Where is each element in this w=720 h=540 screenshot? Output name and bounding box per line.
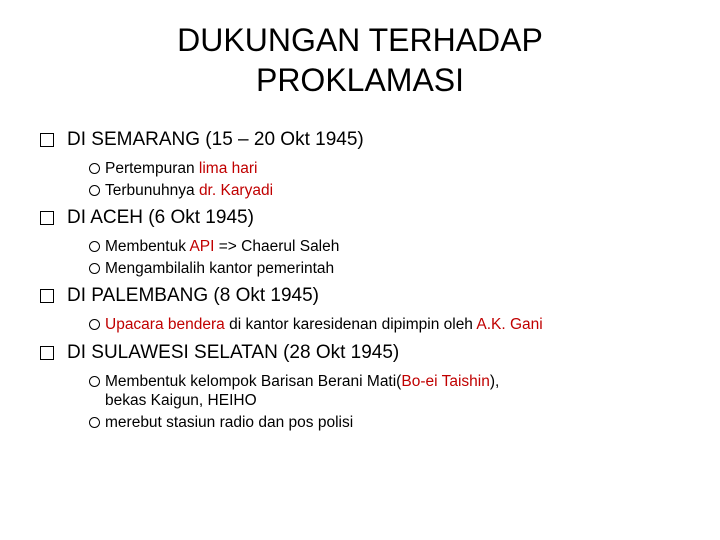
section-heading — [40, 284, 710, 308]
circle-bullet-icon — [89, 376, 100, 387]
item-highlight: dr. Karyadi — [198, 181, 274, 199]
section-heading-text: DI PALEMBANG (8 Okt 1945) — [67, 285, 320, 306]
section-heading — [40, 128, 710, 152]
circle-bullet-icon — [89, 163, 100, 174]
item-text: di kantor karesidenan dipimpin oleh — [224, 316, 477, 333]
list-item — [89, 413, 710, 433]
item-highlight: API — [189, 238, 215, 255]
section-heading-text: DI ACEH (6 Okt 1945) — [67, 207, 254, 228]
item-highlight: lima hari — [198, 160, 258, 177]
slide-title-line-2: PROKLAMASI — [255, 62, 465, 98]
circle-bullet-icon — [89, 185, 100, 196]
slide-content — [40, 128, 710, 438]
item-text: => Chaerul Saleh — [214, 238, 340, 255]
square-bullet-icon — [40, 133, 54, 147]
section-heading — [40, 341, 710, 365]
square-bullet-icon — [40, 289, 54, 303]
item-highlight: Upacara bendera — [105, 316, 225, 333]
item-text: Membentuk — [105, 238, 190, 255]
circle-bullet-icon — [89, 241, 100, 252]
item-highlight: A.K. Gani — [476, 316, 543, 333]
list-item — [89, 181, 710, 201]
list-item — [89, 315, 710, 335]
list-item — [89, 159, 710, 179]
list-item — [89, 259, 710, 279]
item-text-continuation: bekas Kaigun, HEIHO — [105, 392, 257, 409]
item-text: Membentuk kelompok Barisan Berani Mati( — [105, 372, 402, 390]
item-text: Mengambilalih kantor pemerintah — [105, 259, 335, 277]
circle-bullet-icon — [89, 417, 100, 428]
item-text: ), — [489, 372, 500, 390]
slide-title-line-1: DUKUNGAN TERHADAP — [177, 22, 543, 58]
item-text: Pertempuran — [105, 160, 199, 177]
section-sulawesi-selatan — [40, 341, 710, 433]
section-heading — [40, 206, 710, 230]
circle-bullet-icon — [89, 263, 100, 274]
circle-bullet-icon — [89, 319, 100, 330]
section-aceh — [40, 206, 710, 278]
item-text: merebut stasiun radio dan pos polisi — [105, 413, 354, 431]
list-item — [89, 372, 710, 411]
list-item — [89, 237, 710, 257]
section-heading-text: DI SULAWESI SELATAN (28 Okt 1945) — [67, 341, 400, 363]
section-semarang — [40, 128, 710, 200]
slide-title — [0, 20, 720, 100]
section-heading-text: DI SEMARANG (15 – 20 Okt 1945) — [67, 129, 364, 150]
square-bullet-icon — [40, 346, 54, 360]
item-highlight: Bo-ei Taishin — [401, 372, 490, 390]
section-palembang — [40, 284, 710, 335]
item-text: Terbunuhnya — [105, 181, 199, 199]
square-bullet-icon — [40, 211, 54, 225]
